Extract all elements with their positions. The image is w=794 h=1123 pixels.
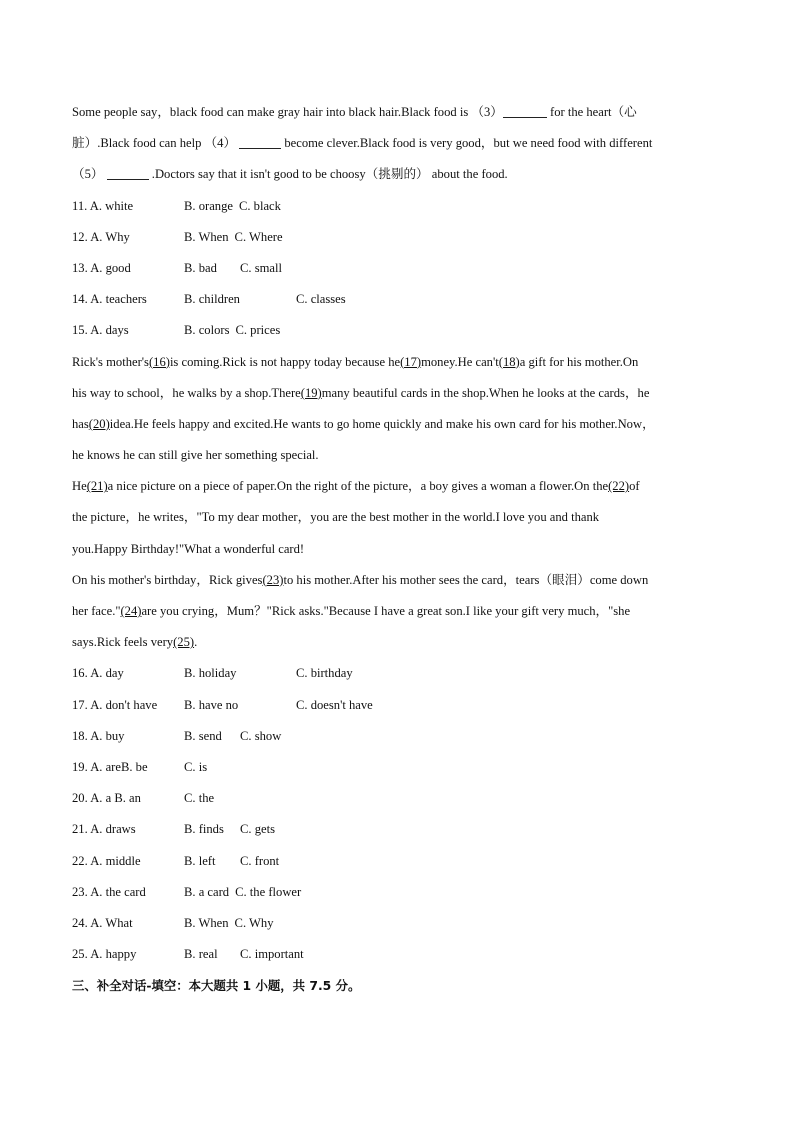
question-row: [72, 721, 722, 752]
question-row: [72, 690, 722, 721]
passage2-line: [72, 409, 722, 440]
text: has: [72, 416, 89, 431]
blank-number: (23): [262, 572, 284, 587]
passage2-line: [72, 565, 722, 596]
option-b: B. real: [184, 947, 218, 962]
passage1-line3: [72, 159, 722, 190]
text: a nice picture on a piece of paper.On the right of the picture，a boy gives a woman a flower.On the: [107, 479, 609, 494]
text: the picture，he writes，"To my dear mother，you are the best mother in the world.I love you and thank: [72, 510, 600, 525]
option-c: C. prices: [235, 323, 281, 338]
passage2-line: [72, 471, 722, 502]
question-list-b: [72, 658, 722, 970]
passage2-line: [72, 534, 722, 565]
option-c: C. classes: [296, 292, 346, 307]
blank-number: (25): [173, 635, 195, 650]
question-row: [72, 783, 722, 814]
blank-number: (16): [148, 354, 170, 369]
blank-number: (18): [498, 354, 520, 369]
text: Some people say，black food can make gray hair into black hair.Black food is （3）: [72, 105, 503, 119]
text: （5）: [72, 167, 104, 182]
option-a: 16. A. day: [72, 666, 124, 681]
option-b: B. holiday: [184, 666, 237, 681]
question-row: [72, 877, 722, 908]
question-row: [72, 846, 722, 877]
blank-number: (17): [400, 354, 422, 369]
option-a: 20. A. a B. an: [72, 791, 141, 806]
option-b: B. bad: [184, 260, 217, 275]
option-b: B. When: [184, 229, 229, 244]
option-a: 14. A. teachers: [72, 292, 147, 307]
question-row: [72, 908, 722, 939]
question-row: [72, 222, 722, 253]
blank-number: (19): [300, 385, 322, 400]
text: many beautiful cards in the shop.When he looks at the cards，he: [321, 385, 650, 400]
option-b: B. send: [184, 728, 222, 743]
blank-number: (21): [86, 479, 108, 494]
passage2-line: [72, 502, 722, 533]
option-b: C. the: [184, 791, 215, 806]
option-c: C. birthday: [296, 666, 353, 681]
document-page: [72, 97, 722, 1001]
text: is coming.Rick is not happy today because he: [169, 354, 401, 369]
text: you.Happy Birthday!"What a wonderful card!: [72, 541, 305, 556]
section-heading: 三、补全对话-填空：本大题共 1 小题，共 7.5 分。: [72, 978, 361, 994]
option-c: C. important: [240, 947, 304, 962]
question-row: [72, 191, 722, 222]
question-row: [72, 939, 722, 970]
text: .Doctors say that it isn't good to be choosy（挑剔的） about the food.: [148, 167, 508, 182]
option-a: 18. A. buy: [72, 728, 125, 743]
option-b: B. left: [184, 853, 216, 868]
option-a: 24. A. What: [72, 915, 133, 930]
option-a: 22. A. middle: [72, 853, 141, 868]
text: He: [72, 479, 87, 494]
option-c: C. front: [240, 853, 280, 868]
text: become clever.Black food is very good，but we need food with different: [281, 136, 653, 151]
option-b: B. colors: [184, 323, 230, 338]
text: he knows he can still give her something special.: [72, 448, 319, 463]
text: On his mother's birthday，Rick gives: [72, 572, 263, 587]
option-a: 25. A. happy: [72, 947, 137, 962]
question-row: [72, 253, 722, 284]
option-c: C. Where: [234, 229, 283, 244]
option-c: C. black: [238, 198, 281, 213]
text: idea.He feels happy and excited.He wants to go home quickly and make his own card for his mother.Now，: [109, 416, 655, 431]
option-c: C. doesn't have: [296, 697, 373, 712]
option-c: C. the flower: [235, 884, 302, 899]
passage1-line2: [72, 128, 722, 159]
question-row: [72, 752, 722, 783]
blank-number: (24): [120, 604, 142, 618]
text: her face.": [72, 604, 121, 618]
blank-number: (20): [88, 416, 110, 431]
passage2-line: [72, 440, 722, 471]
option-a: 13. A. good: [72, 260, 131, 275]
option-c: C. Why: [234, 915, 274, 930]
option-b: B. a card: [184, 884, 230, 899]
text: to his mother.After his mother sees the card，tears（眼泪）come down: [283, 572, 649, 587]
text: money.He can't: [421, 354, 499, 369]
answer-blank-3: [503, 103, 547, 118]
passage2-line: [72, 347, 722, 378]
option-b: B. children: [184, 292, 240, 307]
passage2-line: [72, 596, 722, 627]
question-row: [72, 284, 722, 315]
question-row: [72, 315, 722, 346]
option-b: B. orange: [184, 198, 233, 213]
text: of: [629, 479, 640, 494]
text: Rick's mother's: [72, 354, 149, 369]
text: are you crying，Mum？"Rick asks."Because I have a great son.I like your gift very much，"she: [141, 604, 631, 618]
option-b: B. have no: [184, 697, 239, 712]
answer-blank-4: [239, 134, 281, 149]
answer-blank-5: [107, 165, 149, 180]
option-a: 21. A. draws: [72, 822, 136, 837]
option-a: 15. A. days: [72, 323, 129, 338]
option-b: B. finds: [184, 822, 224, 837]
question-row: [72, 658, 722, 689]
passage2-line: [72, 627, 722, 658]
text: his way to school，he walks by a shop.There: [72, 385, 301, 400]
blank-number: (22): [608, 479, 630, 494]
text: for the heart（心: [546, 105, 637, 119]
passage1-line1: [72, 97, 722, 128]
text: .: [194, 635, 198, 650]
text: 脏）.Black food can help （4）: [72, 136, 237, 151]
option-c: C. small: [240, 260, 282, 275]
question-list-a: [72, 191, 722, 347]
option-a: 23. A. the card: [72, 884, 146, 899]
option-c: C. show: [240, 728, 282, 743]
passage2: [72, 347, 722, 659]
option-a: 19. A. areB. be: [72, 759, 148, 774]
option-a: 17. A. don't have: [72, 697, 158, 712]
option-a: 12. A. Why: [72, 229, 130, 244]
passage2-line: [72, 378, 722, 409]
option-b: B. When: [184, 915, 229, 930]
option-b: C. is: [184, 759, 208, 774]
option-a: 11. A. white: [72, 198, 134, 213]
text: says.Rick feels very: [72, 635, 174, 650]
text: a gift for his mother.On: [519, 354, 639, 369]
question-row: [72, 814, 722, 845]
option-c: C. gets: [240, 822, 275, 837]
